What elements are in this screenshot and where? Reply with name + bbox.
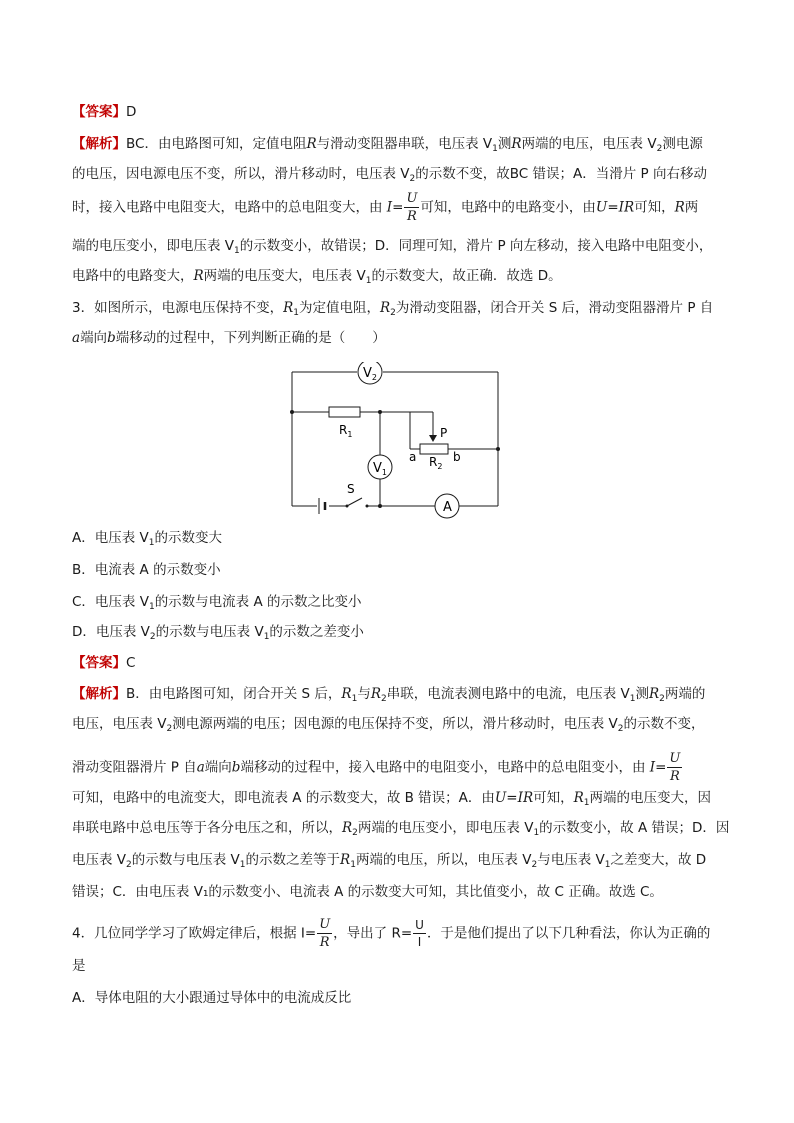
subscript: 1 — [148, 538, 155, 548]
slider-p-label: P — [440, 426, 448, 440]
subscript: 1 — [492, 144, 498, 154]
subscript: 1 — [351, 694, 358, 704]
question4-line-1 — [72, 918, 710, 949]
switch-s-label: S — [347, 482, 355, 496]
text: 电压表 V — [72, 852, 127, 868]
text: 测电源 — [662, 136, 703, 152]
text: BC．由电路图可知，定值电阻 — [126, 136, 307, 152]
answer-line-3 — [72, 653, 135, 673]
resistor-r2 — [420, 444, 448, 454]
denominator: I — [417, 935, 422, 949]
analysis3-line-5 — [72, 818, 729, 838]
symbol: R — [573, 790, 584, 806]
text: B．由电路图可知，闭合开关 S 后， — [126, 686, 342, 702]
answer-value: D — [126, 104, 137, 120]
symbol: a — [196, 759, 205, 776]
subscript: 1 — [533, 828, 540, 838]
text: 串联电路中总电压等于各分电压之和，所以， — [72, 820, 342, 836]
text: 测 — [497, 136, 512, 152]
text: ．于是他们提出了以下几种看法，你认为正确的 — [426, 925, 711, 942]
symbol: IR — [517, 790, 534, 806]
subscript: 1 — [234, 246, 240, 256]
text: 电压，电压表 V — [72, 716, 167, 732]
fraction-u-over-r — [317, 918, 332, 949]
battery-icon — [319, 498, 325, 514]
ammeter-label: A — [443, 500, 452, 515]
analysis3-line-4 — [72, 788, 711, 808]
numerator: U — [406, 191, 418, 206]
denominator: R — [319, 935, 330, 950]
text: 端向 — [204, 759, 232, 776]
text: 的示数变小，故 A 错误；D．因 — [539, 820, 730, 836]
analysis3-line-3 — [72, 752, 683, 783]
option-b — [72, 560, 221, 580]
text: 电路中的电路变大， — [72, 268, 194, 284]
analysis-tag: 【解析】 — [72, 136, 126, 152]
text: = — [655, 759, 667, 776]
r2-label: $R_2$ — [429, 455, 443, 471]
text: 的电压，因电源电压不变，所以，滑片移动时，电压表 V — [72, 166, 410, 182]
text: 可知，电路中的电路变小，由 — [420, 199, 596, 216]
text: 两端的电压变大，电压表 V — [203, 268, 366, 284]
text: 的示数与电压表 V — [131, 852, 240, 868]
analysis3-line-2 — [72, 714, 705, 734]
text: 的示数变小，故错误；D．同理可知，滑片 P 向左移动，接入电路中电阻变小， — [239, 238, 713, 254]
subscript: 1 — [350, 860, 356, 870]
question4-option-a — [72, 988, 351, 1008]
question3-line-1 — [72, 298, 713, 318]
subscript: 2 — [381, 694, 387, 704]
text: 时，接入电路中电阻变大，电路中的总电阻变大，由 — [72, 199, 383, 216]
text: 之差变大，故 D — [610, 852, 707, 868]
subscript: 2 — [352, 828, 358, 838]
text: A．电压表 V — [72, 530, 149, 546]
subscript: 1 — [239, 860, 246, 870]
answer-tag: 【答案】 — [72, 104, 126, 120]
answer-tag: 【答案】 — [72, 655, 126, 671]
subscript: 2 — [126, 860, 132, 870]
end-b-label: b — [453, 450, 461, 464]
end-a-label: a — [409, 450, 417, 464]
fraction-u-over-i — [413, 919, 426, 948]
fraction-u-over-r — [667, 752, 682, 783]
subscript: 2 — [656, 144, 663, 154]
text: 错误；C．由电压表 V₁的示数变小、电流表 A 的示数变大可知，其比值变小，故 C 正确。故选 C。 — [72, 884, 663, 900]
text: 端的电压变小，即电压表 V — [72, 238, 235, 254]
subscript: 2 — [531, 860, 538, 870]
subscript: 2 — [166, 724, 173, 734]
text: A．导体电阻的大小跟通过导体中的电流成反比 — [72, 990, 352, 1006]
text: 的示数与电流表 A 的示数之比变小 — [154, 594, 362, 610]
subscript: 1 — [604, 860, 611, 870]
option-d — [72, 622, 364, 642]
symbol: R — [649, 686, 660, 702]
text: 两端的电压，电压表 V — [521, 136, 657, 152]
denominator: R — [407, 209, 417, 224]
text: 的示数不变，故BC 错误；A．当滑片 P 向右移动 — [415, 166, 707, 182]
text: 可知， — [533, 790, 574, 806]
text: 串联，电流表测电路中的电流，电压表 V — [386, 686, 630, 702]
symbol: R — [674, 199, 685, 216]
subscript: 1 — [148, 602, 155, 612]
answer-line-1 — [72, 102, 136, 122]
analysis1-line-4 — [72, 236, 712, 256]
text: 4．几位同学学习了欧姆定律后，根据 I= — [72, 925, 317, 942]
text: D．电压表 V — [72, 624, 150, 640]
subscript: 2 — [617, 724, 624, 734]
circuit-diagram — [283, 362, 513, 522]
subscript: 1 — [365, 276, 372, 286]
subscript: 2 — [409, 174, 416, 184]
text: = — [607, 199, 619, 216]
text: 的示数不变， — [623, 716, 705, 732]
text: 两端的 — [664, 686, 706, 702]
symbol: IR — [618, 199, 635, 216]
symbol: I — [386, 199, 393, 216]
text: 为定值电阻， — [299, 300, 380, 316]
denominator: R — [669, 769, 680, 784]
slider-arrow-icon — [429, 435, 437, 442]
symbol: I — [649, 759, 656, 776]
option-c — [72, 592, 362, 612]
symbol: R — [511, 136, 522, 152]
v1-label: $V_1$ — [373, 461, 387, 477]
answer-value: C — [126, 655, 136, 671]
analysis-tag: 【解析】 — [72, 686, 126, 702]
text: C．电压表 V — [72, 594, 149, 610]
text: 与电压表 V — [537, 852, 605, 868]
text: 测 — [635, 686, 649, 702]
numerator: U — [319, 917, 331, 932]
analysis3-line-7 — [72, 882, 663, 902]
r1-label: $R_1$ — [339, 423, 353, 439]
symbol: b — [231, 759, 241, 776]
subscript: 1 — [583, 798, 590, 808]
question3-line-2 — [72, 328, 386, 348]
symbol: b — [107, 330, 116, 346]
analysis1-line-2 — [72, 164, 707, 184]
subscript: 2 — [149, 632, 156, 642]
text: B．电流表 A 的示数变小 — [72, 562, 221, 578]
text: 端移动的过程中，下列判断正确的是（ ） — [115, 330, 386, 346]
symbol: R — [370, 686, 381, 702]
text: 两端的电压，所以，电压表 V — [355, 852, 532, 868]
text: 的示数变大，故正确．故选 D。 — [371, 268, 562, 284]
analysis1-line-3 — [72, 192, 698, 223]
text: 两端的电压变大，因 — [589, 790, 712, 806]
subscript: 2 — [659, 694, 665, 704]
symbol: a — [72, 330, 81, 346]
numerator: U — [669, 751, 681, 766]
text: = — [392, 199, 404, 216]
subscript: 1 — [629, 694, 636, 704]
text: 与 — [357, 686, 371, 702]
subscript: 2 — [390, 308, 396, 318]
subscript: 1 — [293, 308, 299, 318]
symbol: R — [193, 268, 204, 284]
text: 端向 — [80, 330, 108, 346]
text: 两 — [684, 199, 699, 216]
text: 可知，电路中的电流变大，即电流表 A 的示数变大，故 B 错误；A．由 — [72, 790, 495, 806]
text: 可知， — [634, 199, 675, 216]
text: 的示数之差等于 — [245, 852, 341, 868]
symbol: R — [341, 686, 352, 702]
analysis1-line-5 — [72, 266, 562, 286]
analysis3-line-1 — [72, 684, 705, 704]
text: 测电源两端的电压；因电源的电压保持不变，所以，滑片移动时，电压表 V — [172, 716, 618, 732]
question4-line-2 — [72, 956, 86, 976]
analysis3-line-6 — [72, 850, 706, 870]
text: 的示数变大 — [154, 530, 222, 546]
fraction-u-over-r — [404, 192, 419, 223]
symbol: R — [306, 136, 317, 152]
symbol: R — [380, 300, 391, 316]
text: 是 — [72, 958, 86, 974]
symbol: R — [340, 852, 351, 868]
subscript: 1 — [263, 632, 270, 642]
text: 与滑动变阻器串联，电压表 V — [316, 136, 493, 152]
text: 的示数之差变小 — [269, 624, 364, 640]
text: 两端的电压变小，即电压表 V — [357, 820, 534, 836]
text: 滑动变阻器滑片 P 自 — [72, 759, 197, 776]
symbol: U — [494, 790, 507, 806]
text: 端移动的过程中，接入电路中的电阻变小，电路中的总电阻变小，由 — [240, 759, 646, 776]
numerator: U — [415, 918, 424, 932]
option-a — [72, 528, 222, 548]
text: 的示数与电压表 V — [155, 624, 264, 640]
text: 为滑动变阻器，闭合开关 S 后，滑动变阻器滑片 P 自 — [395, 300, 714, 316]
analysis1-line-1 — [72, 134, 703, 154]
symbol: U — [595, 199, 608, 216]
symbol: R — [283, 300, 294, 316]
text: 3．如图所示，电源电压保持不变， — [72, 300, 284, 316]
text: = — [506, 790, 518, 806]
symbol: R — [342, 820, 353, 836]
v2-label: $V_2$ — [363, 366, 377, 382]
resistor-r1 — [329, 407, 360, 417]
text: ，导出了 R= — [333, 925, 413, 942]
